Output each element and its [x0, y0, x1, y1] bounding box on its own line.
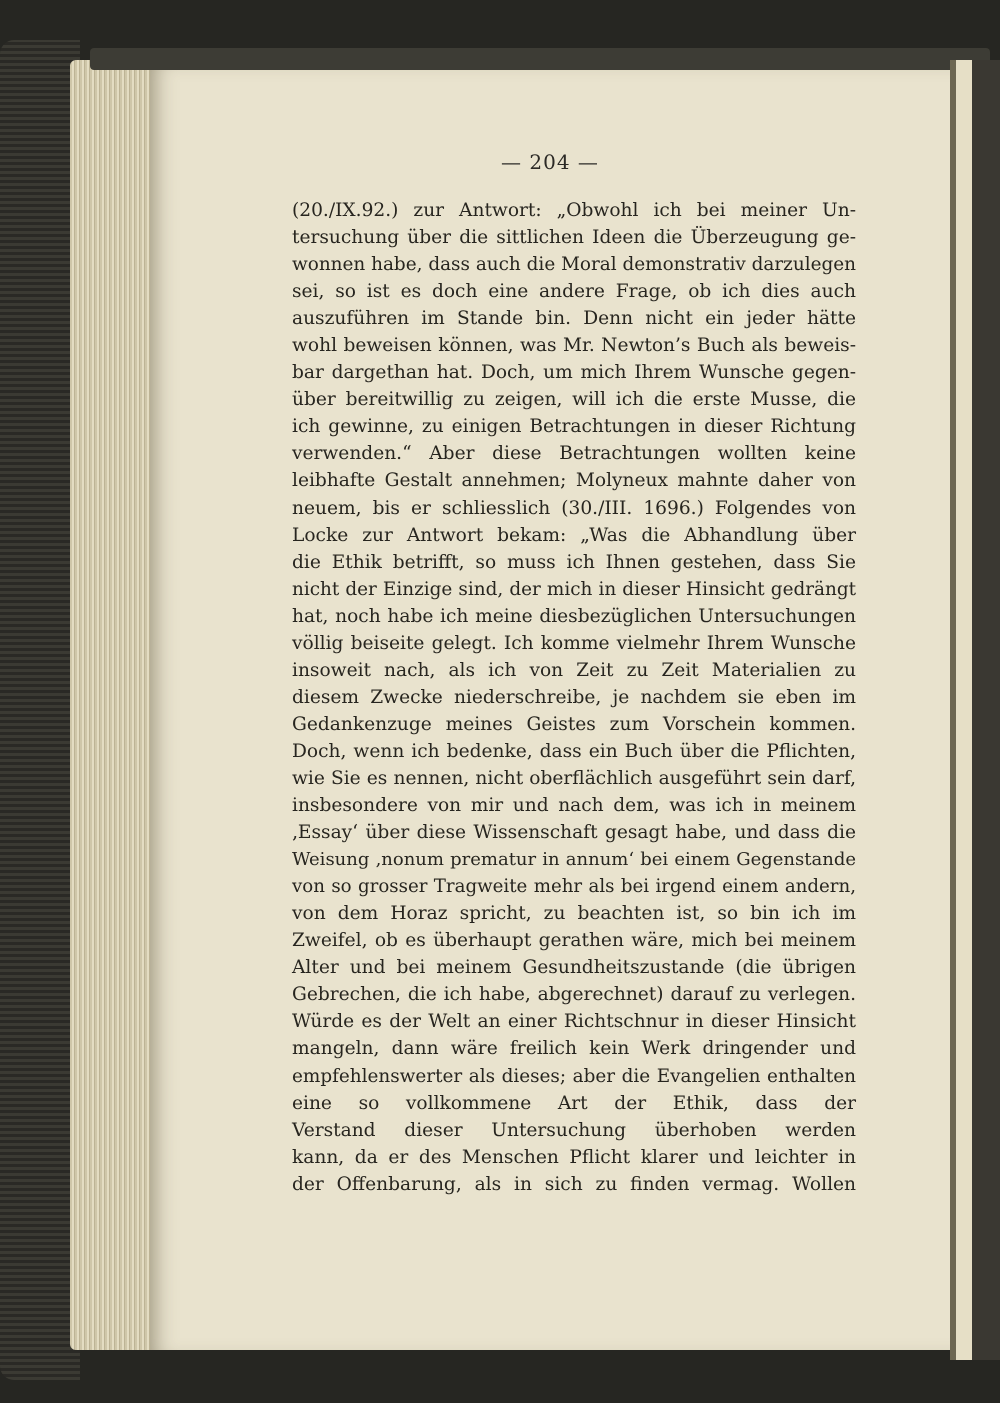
text-line: auszuführen im Stande bin. Denn nicht ein jeder hätte: [292, 308, 856, 330]
text-line: völlig beiseite gelegt. Ich komme vielmehr Ihrem Wunsche: [292, 632, 856, 654]
text-line: Gedankenzuge meines Geistes zum Vorschein kommen.: [292, 713, 856, 735]
text-line: Gebrechen, die ich habe, abgerechnet) darauf zu verlegen.: [292, 984, 856, 1006]
text-line: über bereitwillig zu zeigen, will ich die erste Musse, die: [292, 389, 856, 411]
text-line: diesem Zwecke niederschreibe, je nachdem sie eben im: [292, 686, 856, 708]
text-line: die Ethik betrifft, so muss ich Ihnen gestehen, dass Sie: [292, 551, 856, 573]
book-binding-left: [0, 40, 80, 1380]
body-text: [292, 197, 856, 1198]
text-line: von dem Horaz spricht, zu beachten ist, so bin ich im: [292, 903, 856, 925]
text-line: (20./IX.92.) zur Antwort: „Obwohl ich bei meiner Un-: [292, 200, 856, 221]
text-line: Würde es der Welt an einer Richtschnur in dieser Hinsicht: [292, 1011, 856, 1033]
text-line: wohl beweisen können, was Mr. Newton’s Buch als beweis-: [292, 335, 856, 357]
text-line: Doch, wenn ich bedenke, dass ein Buch über die Pflichten,: [292, 740, 856, 762]
book-binding-top: [90, 48, 990, 70]
text-line: wonnen habe, dass auch die Moral demonstrativ darzulegen: [292, 254, 856, 276]
page-number: — 204 —: [501, 150, 599, 174]
book-page: [150, 70, 950, 1350]
text-line: Verstand dieser Untersuchung überhoben werden: [292, 1119, 856, 1141]
text-line: eine so vollkommene Art der Ethik, dass der: [292, 1092, 856, 1114]
text-line: empfehlenswerter als dieses; aber die Evangelien enthalten: [292, 1065, 856, 1087]
text-line: tersuchung über die sittlichen Ideen die Überzeugung ge-: [292, 227, 856, 249]
text-line: wie Sie es nennen, nicht oberflächlich ausgeführt sein darf,: [292, 767, 856, 789]
text-line: der Offenbarung, als in sich zu finden vermag. Wollen: [292, 1173, 856, 1195]
text-line: insoweit nach, als ich von Zeit zu Zeit Materialien zu: [292, 659, 856, 681]
text-line: nicht der Einzige sind, der mich in dieser Hinsicht gedrängt: [292, 578, 856, 600]
page-edges: [70, 60, 160, 1350]
text-line: Locke zur Antwort bekam: „Was die Abhandlung über: [292, 524, 856, 546]
text-line: von so grosser Tragweite mehr als bei irgend einem andern,: [292, 876, 856, 898]
text-line: bar dargethan hat. Doch, um mich Ihrem Wunsche gegen-: [292, 362, 856, 384]
text-line: kann, da er des Menschen Pflicht klarer und leichter in: [292, 1146, 856, 1168]
text-line: sei, so ist es doch eine andere Frage, ob ich dies auch: [292, 281, 856, 303]
text-line: Zweifel, ob es überhaupt gerathen wäre, mich bei meinem: [292, 930, 856, 952]
text-line: ‚Essay‘ über diese Wissenschaft gesagt habe, und dass die: [292, 822, 856, 844]
text-line: verwenden.“ Aber diese Betrachtungen wollten keine: [292, 443, 856, 465]
text-line: mangeln, dann wäre freilich kein Werk dringender und: [292, 1038, 856, 1060]
text-line: ich gewinne, zu einigen Betrachtungen in dieser Richtung: [292, 416, 856, 438]
text-line: hat, noch habe ich meine diesbezüglichen Untersuchungen: [292, 605, 856, 627]
text-line: Weisung ‚nonum prematur in annum‘ bei einem Gegenstande: [292, 849, 856, 871]
book-binding-right: [950, 60, 1000, 1360]
text-line: Alter und bei meinem Gesundheitszustande (die übrigen: [292, 957, 856, 979]
text-line: insbesondere von mir und nach dem, was ich in meinem: [292, 795, 856, 817]
text-line: leibhafte Gestalt annehmen; Molyneux mahnte daher von: [292, 470, 856, 492]
text-line: neuem, bis er schliesslich (30./III. 1696.) Folgendes von: [292, 497, 856, 519]
